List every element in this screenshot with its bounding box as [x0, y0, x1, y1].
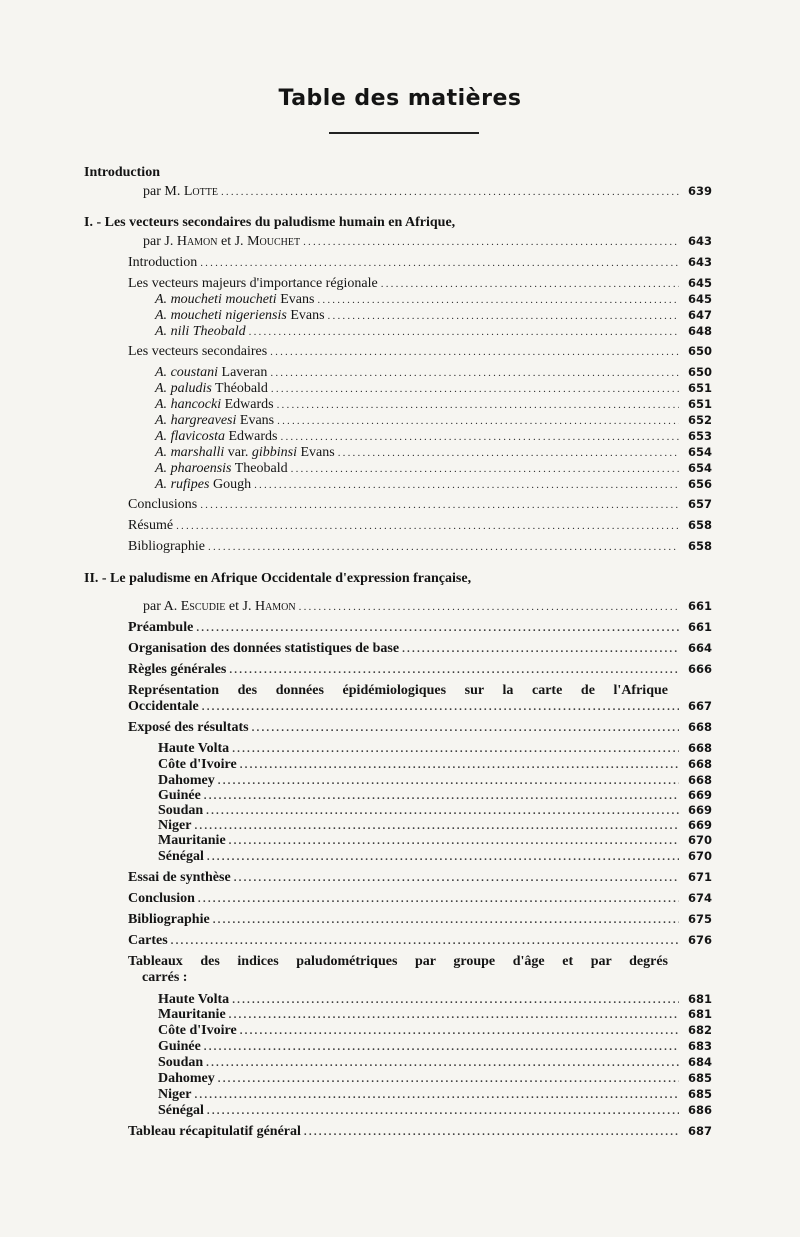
page-number: 669 [687, 788, 712, 802]
dot-leader [196, 621, 679, 636]
dot-leader [252, 721, 679, 736]
page-number: 648 [687, 324, 712, 338]
page-number: 650 [687, 344, 712, 358]
toc-entry-conclusion[interactable]: Conclusion ..... 674 [128, 891, 712, 907]
page-number: 654 [687, 445, 712, 459]
dot-leader [200, 498, 679, 513]
page-number: 674 [687, 891, 712, 905]
page-number: 664 [687, 641, 712, 655]
page-number: 675 [687, 912, 712, 926]
dot-leader [328, 309, 679, 324]
toc-entry-resume[interactable]: Résumé ..... 658 [128, 518, 712, 534]
dot-leader [304, 1125, 679, 1140]
dot-leader [234, 871, 679, 886]
page-number: 652 [687, 413, 712, 427]
toc-entry-expose[interactable]: Exposé des résultats ..... 668 [128, 720, 712, 736]
dot-leader [270, 345, 679, 360]
page-number: 651 [687, 381, 712, 395]
page-number: 643 [687, 255, 712, 269]
toc-entry-introduction-author[interactable]: par M. Lotte ..... 639 [143, 184, 712, 200]
page-number: 645 [687, 292, 712, 306]
toc-entry-region[interactable]: Mauritanie ..... 670 [158, 833, 712, 849]
page-number: 682 [687, 1023, 712, 1037]
dot-leader [208, 540, 679, 555]
dot-leader [254, 478, 679, 493]
dot-leader [277, 398, 679, 413]
dot-leader [240, 1024, 679, 1039]
toc-entry-species[interactable]: A. nili Theobald ..... 648 [155, 324, 712, 340]
section-heading-part-1: I. - Les vecteurs secondaires du paludisme humain en Afrique, [84, 215, 456, 230]
toc-entry-conclusions[interactable]: Conclusions ..... 657 [128, 497, 712, 513]
dot-leader [206, 1056, 679, 1071]
dot-leader [232, 742, 679, 757]
dot-leader [204, 789, 679, 804]
dot-leader [194, 819, 679, 834]
toc-entry-regles[interactable]: Règles générales ..... 666 [128, 662, 712, 678]
page-number: 685 [687, 1071, 712, 1085]
toc-entry-species[interactable]: A. hancocki Edwards ..... 651 [155, 397, 712, 413]
page-number: 676 [687, 933, 712, 947]
toc-entry-region[interactable]: Sénégal ..... 670 [158, 849, 712, 865]
toc-entry-species[interactable]: A. moucheti nigeriensis Evans ..... 647 [155, 308, 712, 324]
page-title: Table des matières [278, 86, 522, 111]
dot-leader [200, 256, 679, 271]
page-number: 670 [687, 833, 712, 847]
page-number: 670 [687, 849, 712, 863]
dot-leader [213, 913, 679, 928]
page-number: 656 [687, 477, 712, 491]
page-number: 645 [687, 276, 712, 290]
toc-entry-species[interactable]: A. rufipes Gough ..... 656 [155, 477, 712, 493]
toc-entry-table-region[interactable]: Sénégal ..... 686 [158, 1103, 712, 1119]
toc-entry-vecteurs-secondaires[interactable]: Les vecteurs secondaires ..... 650 [128, 344, 712, 360]
page-number: 654 [687, 461, 712, 475]
toc-entry-species[interactable]: A. marshalli var. gibbinsi Evans ..... 654 [155, 445, 712, 461]
page-number: 667 [687, 699, 712, 713]
dot-leader [229, 1008, 679, 1023]
page-number: 658 [687, 539, 712, 553]
toc-entry-species[interactable]: A. coustani Laveran ..... 650 [155, 365, 712, 381]
dot-leader [207, 1104, 679, 1119]
toc-entry-table-region[interactable]: Mauritanie ..... 681 [158, 1007, 712, 1023]
page-number: 668 [687, 757, 712, 771]
page-number: 658 [687, 518, 712, 532]
dot-leader [338, 446, 679, 461]
page-number: 647 [687, 308, 712, 322]
dot-leader [194, 1088, 679, 1103]
toc-entry-representation-cont[interactable]: Occidentale ..... 667 [128, 699, 712, 715]
page-number: 657 [687, 497, 712, 511]
toc-entry-region[interactable]: Niger ..... 669 [158, 818, 712, 834]
dot-leader [204, 1040, 679, 1055]
section-heading-part-2: II. - Le paludisme en Afrique Occidentale d'expression française, [84, 571, 472, 586]
page-number: 668 [687, 720, 712, 734]
dot-leader [206, 804, 679, 819]
dot-leader [240, 758, 679, 773]
toc-entry-cartes[interactable]: Cartes ..... 676 [128, 933, 712, 949]
dot-leader [171, 934, 679, 949]
dot-leader [299, 600, 679, 615]
page-number: 661 [687, 620, 712, 634]
toc-entry-table-region[interactable]: Haute Volta ..... 681 [158, 992, 712, 1008]
dot-leader [402, 642, 679, 657]
toc-entry-table-region[interactable]: Niger ..... 685 [158, 1087, 712, 1103]
toc-entry-part-2-authors[interactable]: par A. Escudie et J. Hamon ..... 661 [143, 599, 712, 615]
toc-entry-vecteurs-majeurs[interactable]: Les vecteurs majeurs d'importance régionale ..... 645 [128, 276, 712, 292]
toc-entry-species[interactable]: A. pharoensis Theobald ..... 654 [155, 461, 712, 477]
dot-leader [232, 993, 679, 1008]
page-number: 684 [687, 1055, 712, 1069]
dot-leader [317, 293, 679, 308]
page-number: 669 [687, 803, 712, 817]
dot-leader [229, 663, 679, 678]
toc-entry-table-region[interactable]: Soudan ..... 684 [158, 1055, 712, 1071]
dot-leader [202, 700, 679, 715]
page-number: 650 [687, 365, 712, 379]
toc-entry-bibliographie[interactable]: Bibliographie ..... 658 [128, 539, 712, 555]
dot-leader [277, 414, 679, 429]
toc-entry-preambule[interactable]: Préambule ..... 661 [128, 620, 712, 636]
toc-entry-organisation[interactable]: Organisation des données statistiques de base ..... 664 [128, 641, 712, 657]
toc-entry-species[interactable]: A. hargreavesi Evans ..... 652 [155, 413, 712, 429]
page-number: 686 [687, 1103, 712, 1117]
dot-leader [270, 366, 679, 381]
page-number: 681 [687, 1007, 712, 1021]
toc-entry-species[interactable]: A. moucheti moucheti Evans ..... 645 [155, 292, 712, 308]
toc-entry-species[interactable]: A. flavicosta Edwards ..... 653 [155, 429, 712, 445]
dot-leader [176, 519, 679, 534]
toc-entry-table-region[interactable]: Guinée ..... 683 [158, 1039, 712, 1055]
page-number: 653 [687, 429, 712, 443]
toc-entry-recapitulatif[interactable]: Tableau récapitulatif général ..... 687 [128, 1124, 712, 1140]
dot-leader [221, 185, 679, 200]
dot-leader [198, 892, 679, 907]
page-number: 639 [687, 184, 712, 198]
dot-leader [303, 235, 679, 250]
toc-entry-introduction[interactable]: Introduction ..... 643 [128, 255, 712, 271]
toc-entry-table-region[interactable]: Côte d'Ivoire ..... 682 [158, 1023, 712, 1039]
toc-entry-region[interactable]: Côte d'Ivoire ..... 668 [158, 757, 712, 773]
page-number: 666 [687, 662, 712, 676]
toc-entry-region[interactable]: Dahomey ..... 668 [158, 773, 712, 789]
page-number: 685 [687, 1087, 712, 1101]
page-number: 681 [687, 992, 712, 1006]
dot-leader [218, 774, 679, 789]
dot-leader [229, 834, 679, 849]
toc-entry-region[interactable]: Guinée ..... 669 [158, 788, 712, 804]
page-number: 643 [687, 234, 712, 248]
toc-entry-species[interactable]: A. paludis Théobald ..... 651 [155, 381, 712, 397]
toc-entry-tableaux[interactable]: Tableaux des indices paludométriques par groupe d'âge et par degrés carrés : [128, 954, 668, 985]
page-number: 669 [687, 818, 712, 832]
page-number: 651 [687, 397, 712, 411]
toc-entry-region[interactable]: Soudan ..... 669 [158, 803, 712, 819]
dot-leader [381, 277, 679, 292]
toc-entry-table-region[interactable]: Dahomey ..... 685 [158, 1071, 712, 1087]
page-number: 668 [687, 773, 712, 787]
dot-leader [271, 382, 679, 397]
dot-leader [218, 1072, 679, 1087]
dot-leader [281, 430, 680, 445]
page-number: 668 [687, 741, 712, 755]
page-number: 683 [687, 1039, 712, 1053]
toc-entry-bibliographie-2[interactable]: Bibliographie ..... 675 [128, 912, 712, 928]
page-number: 671 [687, 870, 712, 884]
section-heading-introduction: Introduction [84, 165, 160, 180]
toc-entry-part-1-authors[interactable]: par J. Hamon et J. Mouchet ..... 643 [143, 234, 712, 250]
page-number: 661 [687, 599, 712, 613]
dot-leader [249, 325, 679, 340]
toc-entry-essai[interactable]: Essai de synthèse ..... 671 [128, 870, 712, 886]
page-number: 687 [687, 1124, 712, 1138]
toc-entry-representation[interactable]: Représentation des données épidémiologiques sur la carte de l'Afrique [128, 683, 668, 698]
dot-leader [207, 850, 679, 865]
toc-entry-region[interactable]: Haute Volta ..... 668 [158, 741, 712, 757]
dot-leader [291, 462, 679, 477]
